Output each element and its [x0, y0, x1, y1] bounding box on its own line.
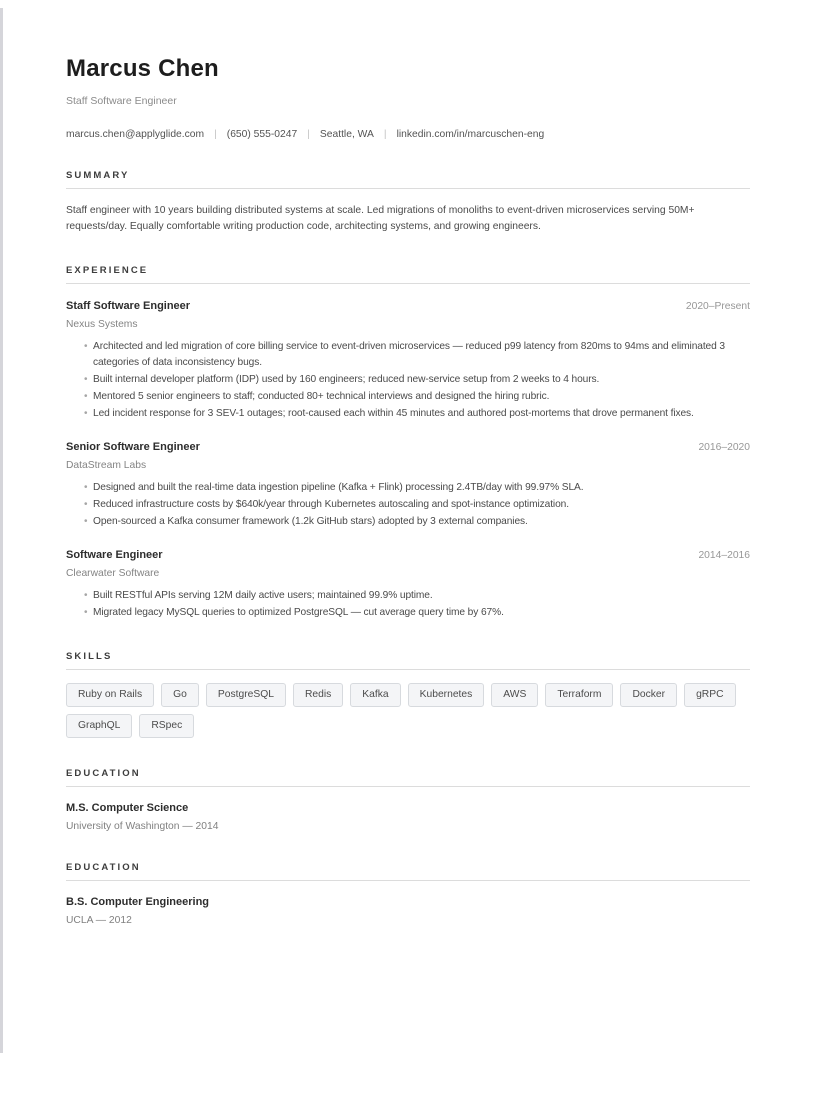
job-header — [66, 300, 750, 312]
resume-header — [66, 56, 750, 140]
skill-tag: Ruby on Rails — [66, 683, 154, 707]
job-dates: 2020–Present — [685, 301, 750, 312]
job-company: Clearwater Software — [66, 568, 160, 579]
job-title: Senior Software Engineer — [66, 441, 200, 453]
education-degree: M.S. Computer Science — [66, 802, 189, 814]
summary-text: Staff engineer with 10 years building distributed systems at scale. Led migrations of monoliths to event-driven microservices serving 50M+ requests/day. Equally comfortable writing production code, architecting systems, and growing engineers. — [66, 205, 695, 232]
section-divider — [66, 880, 750, 881]
job-header — [66, 549, 750, 561]
section-summary — [66, 170, 750, 235]
contact-row — [66, 129, 750, 140]
page-edge-strip — [0, 8, 3, 1053]
skill-tag: Kafka — [350, 683, 400, 707]
skill-tag: Redis — [293, 683, 343, 707]
job-dates: 2014–2016 — [698, 550, 750, 561]
contact-email[interactable]: marcus.chen@applyglide.com — [66, 129, 205, 140]
education-school: UCLA — 2012 — [66, 915, 132, 926]
skills-list — [66, 683, 750, 738]
job-header — [66, 441, 750, 453]
job-company: Nexus Systems — [66, 319, 138, 330]
skill-tag: Go — [161, 683, 199, 707]
job-bullet: • Built internal developer platform (IDP) used by 160 engineers; reduced new-service setup from 2 weeks to 4 hours. — [84, 372, 750, 388]
job-entry — [66, 549, 750, 621]
skill-tag: RSpec — [139, 714, 194, 738]
job-bullets — [66, 588, 750, 621]
candidate-name: Marcus Chen — [66, 55, 219, 82]
skill-tag: Docker — [620, 683, 677, 707]
summary-heading: SUMMARY — [66, 170, 130, 181]
skill-tag: Terraform — [545, 683, 613, 707]
education-heading: EDUCATION — [66, 768, 141, 779]
contact-separator: | — [307, 129, 310, 140]
job-bullet: • Designed and built the real-time data ingestion pipeline (Kafka + Flink) processing 2.4TB/day with 99.97% SLA. — [84, 480, 750, 496]
job-company: DataStream Labs — [66, 460, 147, 471]
job-dates: 2016–2020 — [698, 442, 750, 453]
contact-separator: | — [214, 129, 217, 140]
job-bullet: • Built RESTful APIs serving 12M daily active users; maintained 99.9% uptime. — [84, 588, 750, 604]
job-entry — [66, 300, 750, 422]
job-bullet: • Architected and led migration of core billing service to event-driven microservices — reduced p99 latency from 820ms to 94ms and eliminated 3 categories of data inconsistency bugs. — [84, 339, 750, 371]
contact-location: Seattle, WA — [319, 129, 374, 140]
contact-separator: | — [383, 129, 387, 140]
job-title: Staff Software Engineer — [66, 300, 191, 312]
section-skills — [66, 651, 750, 738]
job-bullet: • Migrated legacy MySQL queries to optimized PostgreSQL — cut average query time by 67%. — [84, 605, 750, 621]
section-education-1 — [66, 768, 750, 832]
job-bullet: • Led incident response for 3 SEV-1 outages; root-caused each within 45 minutes and authored post-mortems that drove permanent fixes. — [84, 406, 750, 422]
skill-tag: gRPC — [684, 683, 735, 707]
skill-tag: AWS — [491, 683, 538, 707]
education-heading: EDUCATION — [66, 862, 141, 873]
section-divider — [66, 786, 750, 787]
skill-tag: GraphQL — [66, 714, 132, 738]
section-experience — [66, 265, 750, 621]
contact-linkedin[interactable]: linkedin.com/in/marcuschen-eng — [396, 129, 545, 140]
job-bullet: • Open-sourced a Kafka consumer framework (1.2k GitHub stars) adopted by 3 external companies. — [84, 514, 750, 530]
experience-heading: EXPERIENCE — [66, 265, 149, 276]
job-bullets — [66, 339, 750, 422]
contact-phone: (650) 555-0247 — [226, 129, 298, 140]
education-school: University of Washington — 2014 — [66, 821, 219, 832]
job-entry — [66, 441, 750, 530]
skill-tag: PostgreSQL — [206, 683, 286, 707]
section-divider — [66, 283, 750, 284]
education-degree: B.S. Computer Engineering — [66, 896, 210, 908]
skills-heading: SKILLS — [66, 651, 113, 662]
job-bullets — [66, 480, 750, 530]
candidate-title: Staff Software Engineer — [66, 95, 177, 107]
job-bullet: • Reduced infrastructure costs by $640k/year through Kubernetes autoscaling and spot-instance optimization. — [84, 497, 750, 513]
job-title: Software Engineer — [66, 549, 163, 561]
job-bullet: • Mentored 5 senior engineers to staff; conducted 80+ technical interviews and designed the hiring rubric. — [84, 389, 750, 405]
section-divider — [66, 188, 750, 189]
section-divider — [66, 669, 750, 670]
section-education-2 — [66, 862, 750, 926]
skill-tag: Kubernetes — [408, 683, 485, 707]
